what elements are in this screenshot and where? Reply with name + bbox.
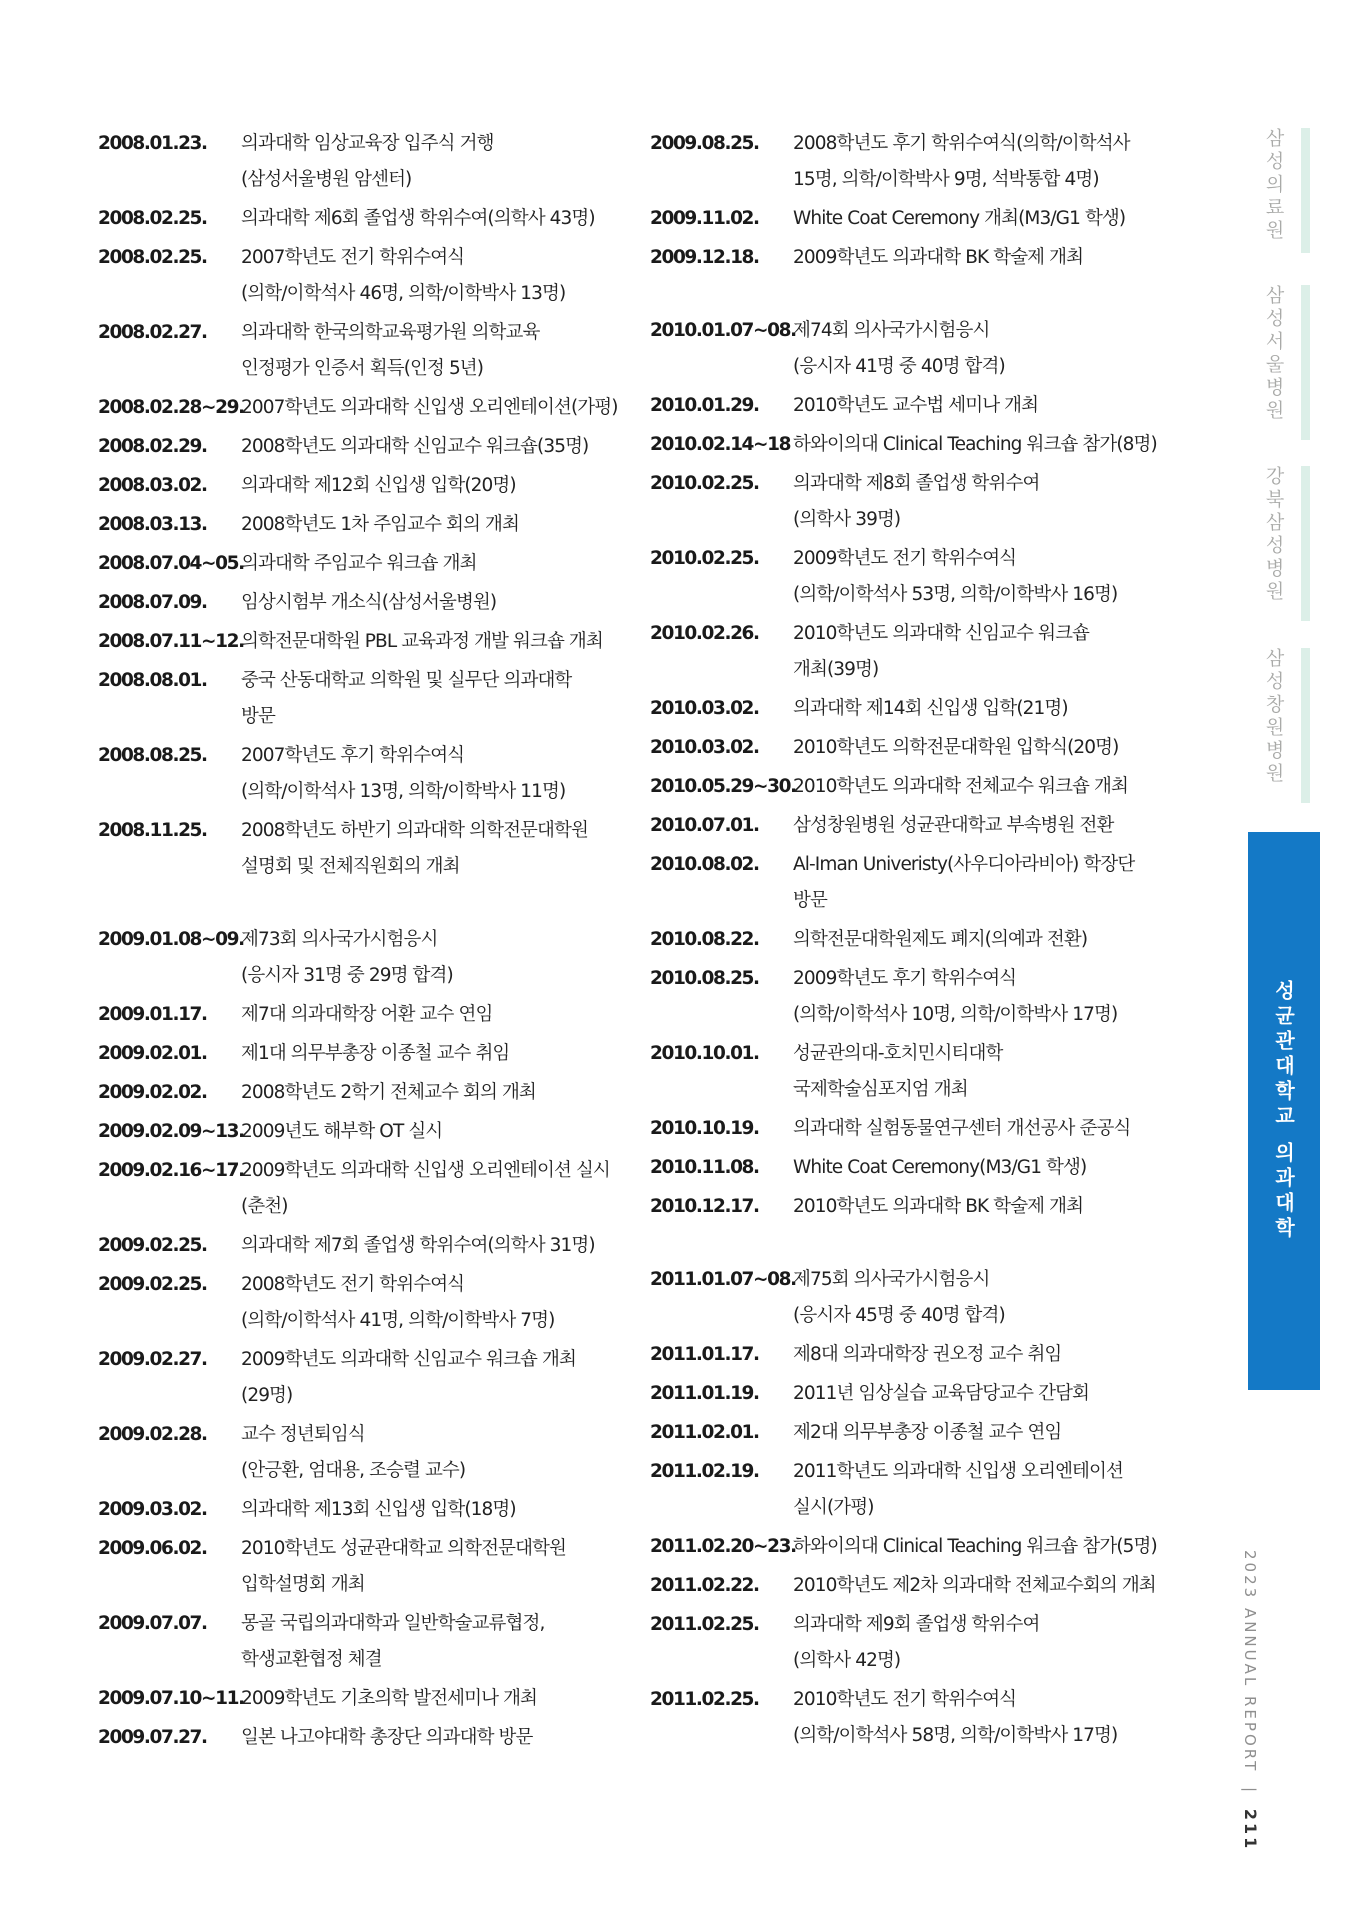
entry-description <box>241 1036 638 1072</box>
entry-line: 의과대학 제13회 신입생 입학(18명) <box>241 1499 516 1520</box>
entry-description <box>793 1607 1170 1679</box>
entry-line: 인정평가 인증서 획득(인정 5년) <box>241 358 484 379</box>
timeline-entry <box>650 769 1170 805</box>
entry-line: 입학설명회 개최 <box>241 1574 365 1595</box>
entry-description <box>793 769 1170 805</box>
entry-date: 2009.02.25. <box>98 1235 207 1256</box>
entry-date: 2008.08.25. <box>98 745 207 766</box>
entry-description <box>241 1153 638 1225</box>
entry-line: (삼성서울병원 암센터) <box>241 169 412 190</box>
entry-line: (의학/이학석사 10명, 의학/이학박사 17명) <box>793 1004 1118 1025</box>
entry-line: White Coat Ceremony(M3/G1 학생) <box>793 1157 1087 1178</box>
timeline-entry <box>650 201 1170 237</box>
entry-line: (의학/이학석사 58명, 의학/이학박사 17명) <box>793 1725 1118 1746</box>
sidebar-tab-samsung-medical-center[interactable] <box>1238 128 1310 253</box>
entry-line: 2008학년도 의과대학 신임교수 워크숍(35명) <box>241 436 589 457</box>
entry-line: 2011학년도 의과대학 신입생 오리엔테이션 <box>793 1461 1123 1482</box>
entry-date: 2008.01.23. <box>98 133 207 154</box>
entry-line: 하와이의대 Clinical Teaching 워크숍 참가(5명) <box>793 1536 1157 1557</box>
entry-date: 2011.01.19. <box>650 1383 759 1404</box>
entry-description <box>241 1531 638 1603</box>
timeline-entry <box>98 663 638 735</box>
entry-line: 2009학년도 전기 학위수여식 <box>793 548 1017 569</box>
report-footer <box>1241 1550 1260 1851</box>
entry-line: 2010학년도 전기 학위수여식 <box>793 1689 1017 1710</box>
entry-line: 2010학년도 제2차 의과대학 전체교수회의 개최 <box>793 1575 1156 1596</box>
timeline-right-column <box>650 126 1170 1757</box>
timeline-entry <box>650 847 1170 919</box>
entry-date: 2010.08.22. <box>650 929 759 950</box>
timeline-entry <box>98 738 638 810</box>
entry-description <box>241 468 638 504</box>
entry-date: 2008.02.29. <box>98 436 207 457</box>
entry-line: 2008학년도 하반기 의과대학 의학전문대학원 <box>241 820 588 841</box>
timeline-entry <box>98 922 638 994</box>
sidebar-tab-kangbuk-samsung-hospital[interactable] <box>1238 466 1310 621</box>
entry-line: (의학/이학석사 53명, 의학/이학박사 16명) <box>793 584 1118 605</box>
sidebar-tab-samsung-changwon-hospital[interactable] <box>1238 648 1310 803</box>
timeline-entry <box>98 1606 638 1678</box>
entry-line: (의학/이학석사 46명, 의학/이학박사 13명) <box>241 283 566 304</box>
entry-line: 2009학년도 후기 학위수여식 <box>793 968 1017 989</box>
timeline-entry <box>98 813 638 885</box>
page-number: 211 <box>1241 1808 1260 1852</box>
entry-description <box>241 201 638 237</box>
entry-date: 2009.12.18. <box>650 247 759 268</box>
entry-line: 2007학년도 의과대학 신입생 오리엔테이션(가평) <box>241 397 618 418</box>
timeline-entry <box>98 1681 638 1717</box>
entry-date: 2010.11.08. <box>650 1157 759 1178</box>
entry-description <box>793 922 1170 958</box>
entry-date: 2010.05.29~30. <box>650 776 796 797</box>
entry-description <box>793 1529 1170 1565</box>
timeline-entry <box>650 1337 1170 1373</box>
entry-date: 2008.02.25. <box>98 208 207 229</box>
sidebar-tab-label: 삼성의료원 <box>1262 128 1285 243</box>
entry-date: 2011.02.25. <box>650 1689 759 1710</box>
timeline-entry <box>650 922 1170 958</box>
entry-description <box>793 388 1170 424</box>
entry-line: 실시(가평) <box>793 1497 874 1518</box>
entry-line: 의과대학 제12회 신입생 입학(20명) <box>241 475 516 496</box>
entry-date: 2009.02.02. <box>98 1082 207 1103</box>
entry-description <box>241 126 638 198</box>
entry-date: 2008.11.25. <box>98 820 207 841</box>
entry-date: 2011.02.25. <box>650 1614 759 1635</box>
entry-description <box>241 1075 638 1111</box>
entry-date: 2010.01.29. <box>650 395 759 416</box>
entry-description <box>793 240 1170 276</box>
entry-description <box>793 691 1170 727</box>
entry-description <box>793 313 1170 385</box>
entry-date: 2010.08.02. <box>650 854 759 875</box>
entry-description <box>793 541 1170 613</box>
entry-description <box>793 1189 1170 1225</box>
entry-line: 의과대학 제8회 졸업생 학위수여 <box>793 473 1040 494</box>
entry-date: 2008.03.02. <box>98 475 207 496</box>
timeline-entry <box>650 126 1170 198</box>
entry-date: 2009.02.27. <box>98 1349 207 1370</box>
entry-line: 국제학술심포지엄 개최 <box>793 1079 968 1100</box>
entry-description <box>241 997 638 1033</box>
entry-description <box>241 507 638 543</box>
entry-date: 2009.11.02. <box>650 208 759 229</box>
timeline-entry <box>98 585 638 621</box>
entry-description <box>241 315 638 387</box>
entry-description <box>793 730 1170 766</box>
entry-date: 2010.07.01. <box>650 815 759 836</box>
timeline-entry <box>650 1376 1170 1412</box>
timeline-entry <box>98 390 638 426</box>
entry-description <box>241 1492 638 1528</box>
timeline-entry <box>98 1075 638 1111</box>
entry-date: 2008.02.27. <box>98 322 207 343</box>
timeline-entry <box>650 541 1170 613</box>
entry-line: 의과대학 제9회 졸업생 학위수여 <box>793 1614 1040 1635</box>
entry-line: (의학사 39명) <box>793 509 901 530</box>
entry-date: 2010.10.19. <box>650 1118 759 1139</box>
entry-date: 2010.02.26. <box>650 623 759 644</box>
entry-line: 의학전문대학원 PBL 교육과정 개발 워크숍 개최 <box>241 631 603 652</box>
entry-description <box>241 240 638 312</box>
entry-line: 15명, 의학/이학박사 9명, 석박통합 4명) <box>793 169 1099 190</box>
entry-description <box>241 922 638 994</box>
timeline-entry <box>98 1036 638 1072</box>
entry-description <box>793 201 1170 237</box>
entry-date: 2010.08.25. <box>650 968 759 989</box>
entry-line: 제7대 의과대학장 어환 교수 연임 <box>241 1004 493 1025</box>
entry-line: 학생교환협정 체결 <box>241 1649 382 1670</box>
entry-line: 2009학년도 의과대학 BK 학술제 개최 <box>793 247 1084 268</box>
entry-line: 몽골 국립의과대학과 일반학술교류협정, <box>241 1613 545 1634</box>
entry-description <box>793 1376 1170 1412</box>
entry-description <box>241 1681 638 1717</box>
entry-date: 2011.01.07~08. <box>650 1269 796 1290</box>
entry-date: 2010.02.25. <box>650 473 759 494</box>
timeline-entry <box>98 1342 638 1414</box>
sidebar-tab-skku-medical-school[interactable] <box>1248 832 1320 1390</box>
entry-date: 2009.02.09~13. <box>98 1121 244 1142</box>
entry-line: 의과대학 주임교수 워크숍 개최 <box>241 553 477 574</box>
timeline-entry <box>98 468 638 504</box>
entry-line: 개최(39명) <box>793 659 879 680</box>
entry-line: 의학전문대학원제도 폐지(의예과 전환) <box>793 929 1088 950</box>
entry-description <box>793 427 1170 463</box>
timeline-entry <box>650 1415 1170 1451</box>
entry-description <box>241 546 638 582</box>
entry-line: 설명회 및 전체직원회의 개최 <box>241 856 460 877</box>
entry-description <box>241 1267 638 1339</box>
entry-date: 2008.03.13. <box>98 514 207 535</box>
entry-line: Al-Iman Univeristy(사우디아라비아) 학장단 <box>793 854 1135 875</box>
timeline-left-column <box>98 126 638 1759</box>
timeline-entry <box>650 616 1170 688</box>
timeline-entry <box>98 507 638 543</box>
entry-date: 2009.02.25. <box>98 1274 207 1295</box>
entry-line: 제74회 의사국가시험응시 <box>793 320 990 341</box>
entry-line: 2011년 임상실습 교육담당교수 간담회 <box>793 1383 1090 1404</box>
entry-description <box>793 847 1170 919</box>
timeline-entry <box>98 546 638 582</box>
entry-line: 2008학년도 1차 주임교수 회의 개최 <box>241 514 519 535</box>
timeline-entry <box>650 1529 1170 1565</box>
entry-date: 2009.02.28. <box>98 1424 207 1445</box>
entry-description <box>793 1150 1170 1186</box>
entry-line: 2010학년도 의과대학 전체교수 워크숍 개최 <box>793 776 1128 797</box>
entry-date: 2011.02.01. <box>650 1422 759 1443</box>
sidebar-tab-label: 삼성서울병원 <box>1262 285 1285 423</box>
timeline-entry <box>98 1417 638 1489</box>
entry-description <box>793 466 1170 538</box>
timeline-entry <box>650 808 1170 844</box>
entry-line: (응시자 31명 중 29명 합격) <box>241 965 453 986</box>
entry-line: 일본 나고야대학 총장단 의과대학 방문 <box>241 1727 533 1748</box>
entry-date: 2010.10.01. <box>650 1043 759 1064</box>
entry-date: 2008.02.25. <box>98 247 207 268</box>
separator: | <box>1241 1787 1259 1796</box>
sidebar-tab-label: 강북삼성병원 <box>1262 466 1285 604</box>
entry-date: 2011.01.17. <box>650 1344 759 1365</box>
entry-description <box>793 1682 1170 1754</box>
entry-description <box>241 585 638 621</box>
entry-line: 2008학년도 2학기 전체교수 회의 개최 <box>241 1082 536 1103</box>
sidebar-tab-label: 성균관대학교 의과대학 <box>1271 980 1296 1242</box>
entry-description <box>793 961 1170 1033</box>
timeline-entry <box>650 427 1170 463</box>
entry-description <box>241 813 638 885</box>
entry-description <box>793 1036 1170 1108</box>
entry-date: 2011.02.19. <box>650 1461 759 1482</box>
entry-line: 의과대학 한국의학교육평가원 의학교육 <box>241 322 540 343</box>
entry-date: 2008.07.11~12. <box>98 631 244 652</box>
entry-description <box>793 1415 1170 1451</box>
entry-line: 의과대학 실험동물연구센터 개선공사 준공식 <box>793 1118 1131 1139</box>
entry-date: 2009.02.01. <box>98 1043 207 1064</box>
entry-line: 2009학년도 의과대학 신임교수 워크숍 개최 <box>241 1349 576 1370</box>
entry-description <box>241 1114 638 1150</box>
entry-date: 2011.02.22. <box>650 1575 759 1596</box>
timeline-entry <box>650 1568 1170 1604</box>
entry-line: White Coat Ceremony 개최(M3/G1 학생) <box>793 208 1126 229</box>
timeline-entry <box>650 1111 1170 1147</box>
timeline-entry <box>98 1228 638 1264</box>
timeline-entry <box>98 315 638 387</box>
entry-line: 성균관의대-호치민시티대학 <box>793 1043 1003 1064</box>
timeline-entry <box>98 1531 638 1603</box>
entry-line: 삼성창원병원 성균관대학교 부속병원 전환 <box>793 815 1114 836</box>
timeline-entry <box>98 126 638 198</box>
entry-date: 2008.08.01. <box>98 670 207 691</box>
entry-line: 하와이의대 Clinical Teaching 워크숍 참가(8명) <box>793 434 1157 455</box>
timeline-entry <box>650 1036 1170 1108</box>
entry-line: 제2대 의무부총장 이종철 교수 연임 <box>793 1422 1062 1443</box>
entry-date: 2008.02.28~29. <box>98 397 244 418</box>
entry-description <box>241 390 638 426</box>
entry-date: 2009.01.08~09. <box>98 929 244 950</box>
entry-date: 2010.01.07~08. <box>650 320 796 341</box>
entry-line: 2007학년도 전기 학위수여식 <box>241 247 465 268</box>
timeline-entry <box>98 1153 638 1225</box>
timeline-entry <box>650 1150 1170 1186</box>
entry-date: 2009.06.02. <box>98 1538 207 1559</box>
entry-description <box>793 808 1170 844</box>
entry-line: 제8대 의과대학장 권오정 교수 취임 <box>793 1344 1062 1365</box>
entry-date: 2011.02.20~23. <box>650 1536 796 1557</box>
entry-date: 2010.03.02. <box>650 737 759 758</box>
entry-line: (의학/이학석사 41명, 의학/이학박사 7명) <box>241 1310 555 1331</box>
timeline-entry <box>650 691 1170 727</box>
timeline-entry <box>650 1454 1170 1526</box>
entry-description <box>793 1568 1170 1604</box>
timeline-entry <box>650 1682 1170 1754</box>
entry-line: 의과대학 제7회 졸업생 학위수여(의학사 31명) <box>241 1235 595 1256</box>
entry-description <box>241 1228 638 1264</box>
entry-description <box>241 1417 638 1489</box>
entry-line: 중국 산동대학교 의학원 및 실무단 의과대학 <box>241 670 572 691</box>
timeline-entry <box>98 1114 638 1150</box>
timeline-entry <box>650 1262 1170 1334</box>
entry-description <box>241 1720 638 1756</box>
timeline-entry <box>98 240 638 312</box>
entry-line: 의과대학 임상교육장 입주식 거행 <box>241 133 494 154</box>
timeline-entry <box>650 1607 1170 1679</box>
timeline-entry <box>98 1492 638 1528</box>
report-label: 2023 ANNUAL REPORT <box>1241 1550 1259 1774</box>
entry-line: 교수 정년퇴임식 <box>241 1424 365 1445</box>
sidebar-tab-samsung-seoul-hospital[interactable] <box>1238 285 1310 440</box>
entry-line: 2008학년도 전기 학위수여식 <box>241 1274 465 1295</box>
timeline-entry <box>98 429 638 465</box>
entry-line: 2007학년도 후기 학위수여식 <box>241 745 465 766</box>
timeline-entry <box>650 388 1170 424</box>
timeline-entry <box>98 201 638 237</box>
entry-line: 2010학년도 의과대학 BK 학술제 개최 <box>793 1196 1084 1217</box>
entry-line: 의과대학 제6회 졸업생 학위수여(의학사 43명) <box>241 208 595 229</box>
entry-line: 방문 <box>793 890 827 911</box>
sidebar-tab-label: 삼성창원병원 <box>1262 648 1285 786</box>
entry-description <box>241 738 638 810</box>
entry-line: 2009학년도 기초의학 발전세미나 개최 <box>241 1688 538 1709</box>
timeline-entry <box>650 240 1170 276</box>
entry-line: (의학사 42명) <box>793 1650 901 1671</box>
timeline-entry <box>98 1267 638 1339</box>
entry-line: 2008학년도 후기 학위수여식(의학/이학석사 <box>793 133 1130 154</box>
timeline-entry <box>98 1720 638 1756</box>
entry-description <box>793 1111 1170 1147</box>
entry-line: (춘천) <box>241 1196 288 1217</box>
entry-line: 2010학년도 성균관대학교 의학전문대학원 <box>241 1538 566 1559</box>
entry-description <box>241 663 638 735</box>
timeline-entry <box>98 997 638 1033</box>
entry-line: 방문 <box>241 706 275 727</box>
entry-description <box>241 1606 638 1678</box>
entry-description <box>241 1342 638 1414</box>
entry-description <box>793 616 1170 688</box>
entry-line: 2010학년도 교수법 세미나 개최 <box>793 395 1039 416</box>
entry-description <box>793 1337 1170 1373</box>
entry-description <box>241 624 638 660</box>
entry-date: 2009.02.16~17. <box>98 1160 244 1181</box>
timeline-entry <box>650 961 1170 1033</box>
entry-line: (응시자 45명 중 40명 합격) <box>793 1305 1005 1326</box>
entry-date: 2009.01.17. <box>98 1004 207 1025</box>
entry-line: (안긍환, 엄대용, 조승렬 교수) <box>241 1460 466 1481</box>
entry-date: 2010.03.02. <box>650 698 759 719</box>
entry-date: 2010.02.25. <box>650 548 759 569</box>
entry-line: 2010학년도 의학전문대학원 입학식(20명) <box>793 737 1119 758</box>
timeline-entry <box>650 313 1170 385</box>
entry-date: 2009.08.25. <box>650 133 759 154</box>
timeline-entry <box>650 730 1170 766</box>
entry-date: 2009.07.10~11. <box>98 1688 244 1709</box>
entry-date: 2009.07.27. <box>98 1727 207 1748</box>
entry-date: 2008.07.04~05. <box>98 553 244 574</box>
entry-line: 2010학년도 의과대학 신임교수 워크숍 <box>793 623 1090 644</box>
entry-date: 2008.07.09. <box>98 592 207 613</box>
entry-description <box>793 1454 1170 1526</box>
entry-line: 의과대학 제14회 신입생 입학(21명) <box>793 698 1068 719</box>
entry-line: (의학/이학석사 13명, 의학/이학박사 11명) <box>241 781 566 802</box>
entry-line: 제73회 의사국가시험응시 <box>241 929 438 950</box>
timeline-entry <box>650 466 1170 538</box>
entry-date: 2010.12.17. <box>650 1196 759 1217</box>
entry-line: (29명) <box>241 1385 293 1406</box>
entry-description <box>793 1262 1170 1334</box>
entry-line: 제1대 의무부총장 이종철 교수 취임 <box>241 1043 510 1064</box>
entry-line: (응시자 41명 중 40명 합격) <box>793 356 1005 377</box>
entry-line: 2009년도 해부학 OT 실시 <box>241 1121 443 1142</box>
timeline-entry <box>650 1189 1170 1225</box>
entry-line: 2009학년도 의과대학 신입생 오리엔테이션 실시 <box>241 1160 610 1181</box>
entry-date: 2009.07.07. <box>98 1613 207 1634</box>
entry-line: 제75회 의사국가시험응시 <box>793 1269 990 1290</box>
entry-line: 임상시험부 개소식(삼성서울병원) <box>241 592 497 613</box>
entry-date: 2009.03.02. <box>98 1499 207 1520</box>
timeline-entry <box>98 624 638 660</box>
entry-description <box>241 429 638 465</box>
entry-description <box>793 126 1170 198</box>
entry-date: 2010.02.14~18 <box>650 434 791 455</box>
